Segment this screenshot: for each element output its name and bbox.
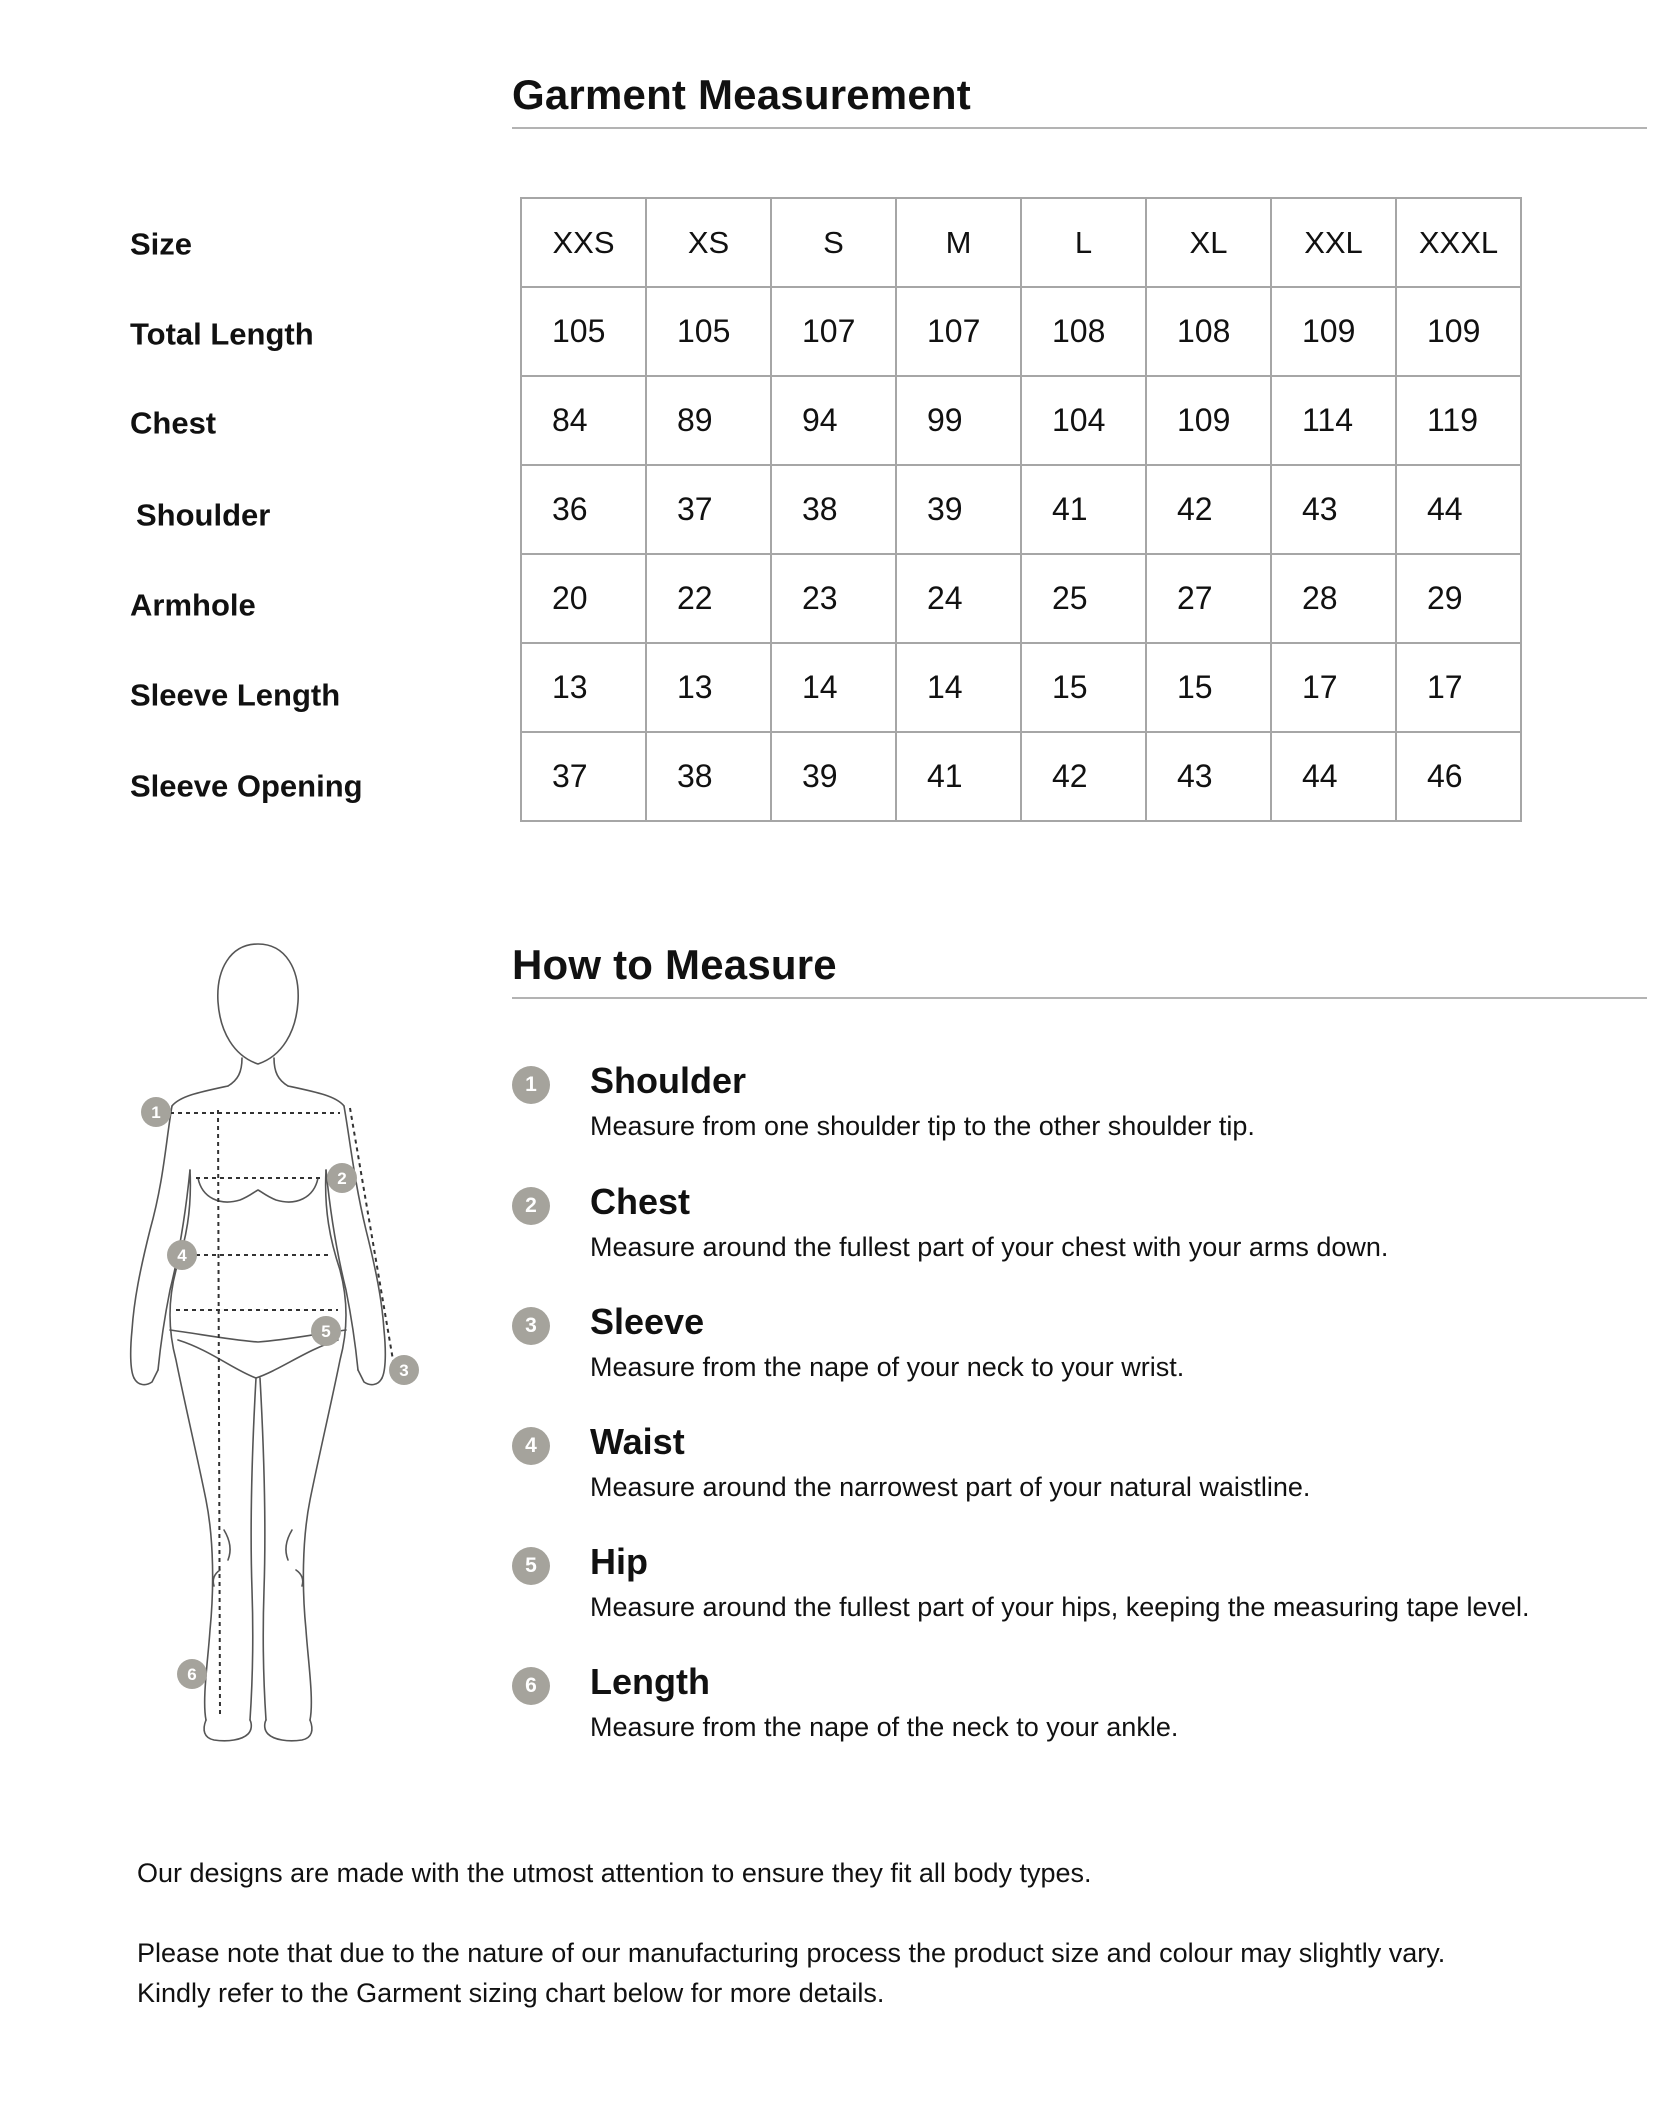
table-cell: 14 — [771, 643, 896, 732]
svg-text:1: 1 — [151, 1103, 161, 1122]
row-label-sleeve-opening: Sleeve Opening — [130, 768, 363, 804]
svg-text:4: 4 — [177, 1246, 187, 1265]
table-cell: 20 — [521, 554, 646, 643]
table-cell: 38 — [771, 465, 896, 554]
marker-6 — [177, 1659, 207, 1689]
measure-step-waist — [512, 1421, 1652, 1521]
marker-5 — [311, 1316, 341, 1346]
table-cell: 84 — [521, 376, 646, 465]
measure-step-chest — [512, 1181, 1652, 1281]
table-cell: 24 — [896, 554, 1021, 643]
step-description: Measure around the fullest part of your chest with your arms down. — [590, 1232, 1389, 1262]
size-header-cell: XL — [1146, 198, 1271, 287]
table-cell: 94 — [771, 376, 896, 465]
table-cell: 37 — [521, 732, 646, 821]
table-cell: 44 — [1396, 465, 1521, 554]
table-row — [521, 287, 1521, 376]
table-cell: 109 — [1396, 287, 1521, 376]
row-label-sleeve-length: Sleeve Length — [130, 677, 341, 713]
table-cell: 42 — [1146, 465, 1271, 554]
step-title: Sleeve — [590, 1301, 705, 1342]
size-table — [520, 197, 1522, 822]
svg-text:5: 5 — [321, 1322, 331, 1341]
table-cell: 25 — [1021, 554, 1146, 643]
title-divider — [512, 127, 1647, 129]
table-cell: 17 — [1396, 643, 1521, 732]
step-title: Shoulder — [590, 1060, 747, 1101]
note-fit: Our designs are made with the utmost attention to ensure they fit all body types. — [137, 1858, 1092, 1888]
size-header-cell: XS — [646, 198, 771, 287]
svg-text:3: 3 — [399, 1361, 409, 1380]
step-number-badge: 2 — [512, 1187, 550, 1225]
size-header-cell: L — [1021, 198, 1146, 287]
step-description: Measure from one shoulder tip to the other shoulder tip. — [590, 1111, 1255, 1141]
marker-3 — [389, 1355, 419, 1385]
table-cell: 41 — [1021, 465, 1146, 554]
step-title: Length — [590, 1661, 710, 1702]
table-cell: 39 — [896, 465, 1021, 554]
table-cell: 13 — [646, 643, 771, 732]
table-cell: 28 — [1271, 554, 1396, 643]
size-header-row — [521, 198, 1521, 287]
row-label-total-length: Total Length — [130, 316, 314, 352]
table-cell: 15 — [1021, 643, 1146, 732]
table-cell: 105 — [646, 287, 771, 376]
step-number-badge: 4 — [512, 1427, 550, 1465]
garment-measurement-title: Garment Measurement — [512, 71, 971, 118]
svg-text:6: 6 — [187, 1665, 197, 1684]
size-label: Size — [130, 226, 193, 262]
step-description: Measure around the narrowest part of your natural waistline. — [590, 1472, 1311, 1502]
step-number-badge: 6 — [512, 1667, 550, 1705]
step-title: Waist — [590, 1421, 685, 1462]
size-header-cell: M — [896, 198, 1021, 287]
size-header-cell: XXS — [521, 198, 646, 287]
table-row — [521, 465, 1521, 554]
table-cell: 42 — [1021, 732, 1146, 821]
table-cell: 104 — [1021, 376, 1146, 465]
table-row — [521, 554, 1521, 643]
measure-step-hip — [512, 1541, 1652, 1641]
measure-step-shoulder — [512, 1060, 1652, 1160]
table-cell: 43 — [1146, 732, 1271, 821]
table-cell: 108 — [1146, 287, 1271, 376]
table-cell: 15 — [1146, 643, 1271, 732]
table-cell: 38 — [646, 732, 771, 821]
table-cell: 14 — [896, 643, 1021, 732]
table-cell: 43 — [1271, 465, 1396, 554]
note-refer: Kindly refer to the Garment sizing chart below for more details. — [137, 1978, 885, 2008]
size-header-cell: XXXL — [1396, 198, 1521, 287]
table-cell: 109 — [1146, 376, 1271, 465]
marker-1 — [141, 1097, 171, 1127]
svg-text:2: 2 — [337, 1169, 347, 1188]
table-cell: 27 — [1146, 554, 1271, 643]
table-row — [521, 732, 1521, 821]
table-cell: 22 — [646, 554, 771, 643]
table-cell: 109 — [1271, 287, 1396, 376]
table-cell: 99 — [896, 376, 1021, 465]
table-cell: 46 — [1396, 732, 1521, 821]
step-description: Measure from the nape of your neck to your wrist. — [590, 1352, 1185, 1382]
step-description: Measure from the nape of the neck to your ankle. — [590, 1712, 1179, 1742]
row-label-chest: Chest — [130, 405, 217, 441]
table-cell: 119 — [1396, 376, 1521, 465]
step-description: Measure around the fullest part of your hips, keeping the measuring tape level. — [590, 1592, 1530, 1622]
marker-2 — [327, 1163, 357, 1193]
step-number-badge: 3 — [512, 1307, 550, 1345]
row-label-shoulder: Shoulder — [136, 497, 271, 533]
size-header-cell: S — [771, 198, 896, 287]
table-cell: 105 — [521, 287, 646, 376]
row-label-armhole: Armhole — [130, 587, 256, 623]
how-to-measure-title: How to Measure — [512, 941, 837, 988]
table-cell: 13 — [521, 643, 646, 732]
table-cell: 37 — [646, 465, 771, 554]
table-cell: 107 — [896, 287, 1021, 376]
table-cell: 89 — [646, 376, 771, 465]
step-number-badge: 5 — [512, 1547, 550, 1585]
measure-step-sleeve — [512, 1301, 1652, 1401]
table-cell: 107 — [771, 287, 896, 376]
step-number-badge: 1 — [512, 1066, 550, 1104]
table-cell: 39 — [771, 732, 896, 821]
step-title: Chest — [590, 1181, 691, 1222]
body-figure-illustration — [110, 930, 430, 1750]
step-title: Hip — [590, 1541, 648, 1582]
table-cell: 44 — [1271, 732, 1396, 821]
how-to-divider — [512, 997, 1647, 999]
size-header-cell: XXL — [1271, 198, 1396, 287]
table-row — [521, 643, 1521, 732]
marker-4 — [167, 1240, 197, 1270]
table-cell: 41 — [896, 732, 1021, 821]
measure-step-length — [512, 1661, 1652, 1761]
table-row — [521, 376, 1521, 465]
table-cell: 114 — [1271, 376, 1396, 465]
table-cell: 29 — [1396, 554, 1521, 643]
note-variation: Please note that due to the nature of our manufacturing process the product size and colour may slightly vary. — [137, 1938, 1446, 1968]
table-cell: 23 — [771, 554, 896, 643]
table-cell: 17 — [1271, 643, 1396, 732]
table-cell: 36 — [521, 465, 646, 554]
table-cell: 108 — [1021, 287, 1146, 376]
